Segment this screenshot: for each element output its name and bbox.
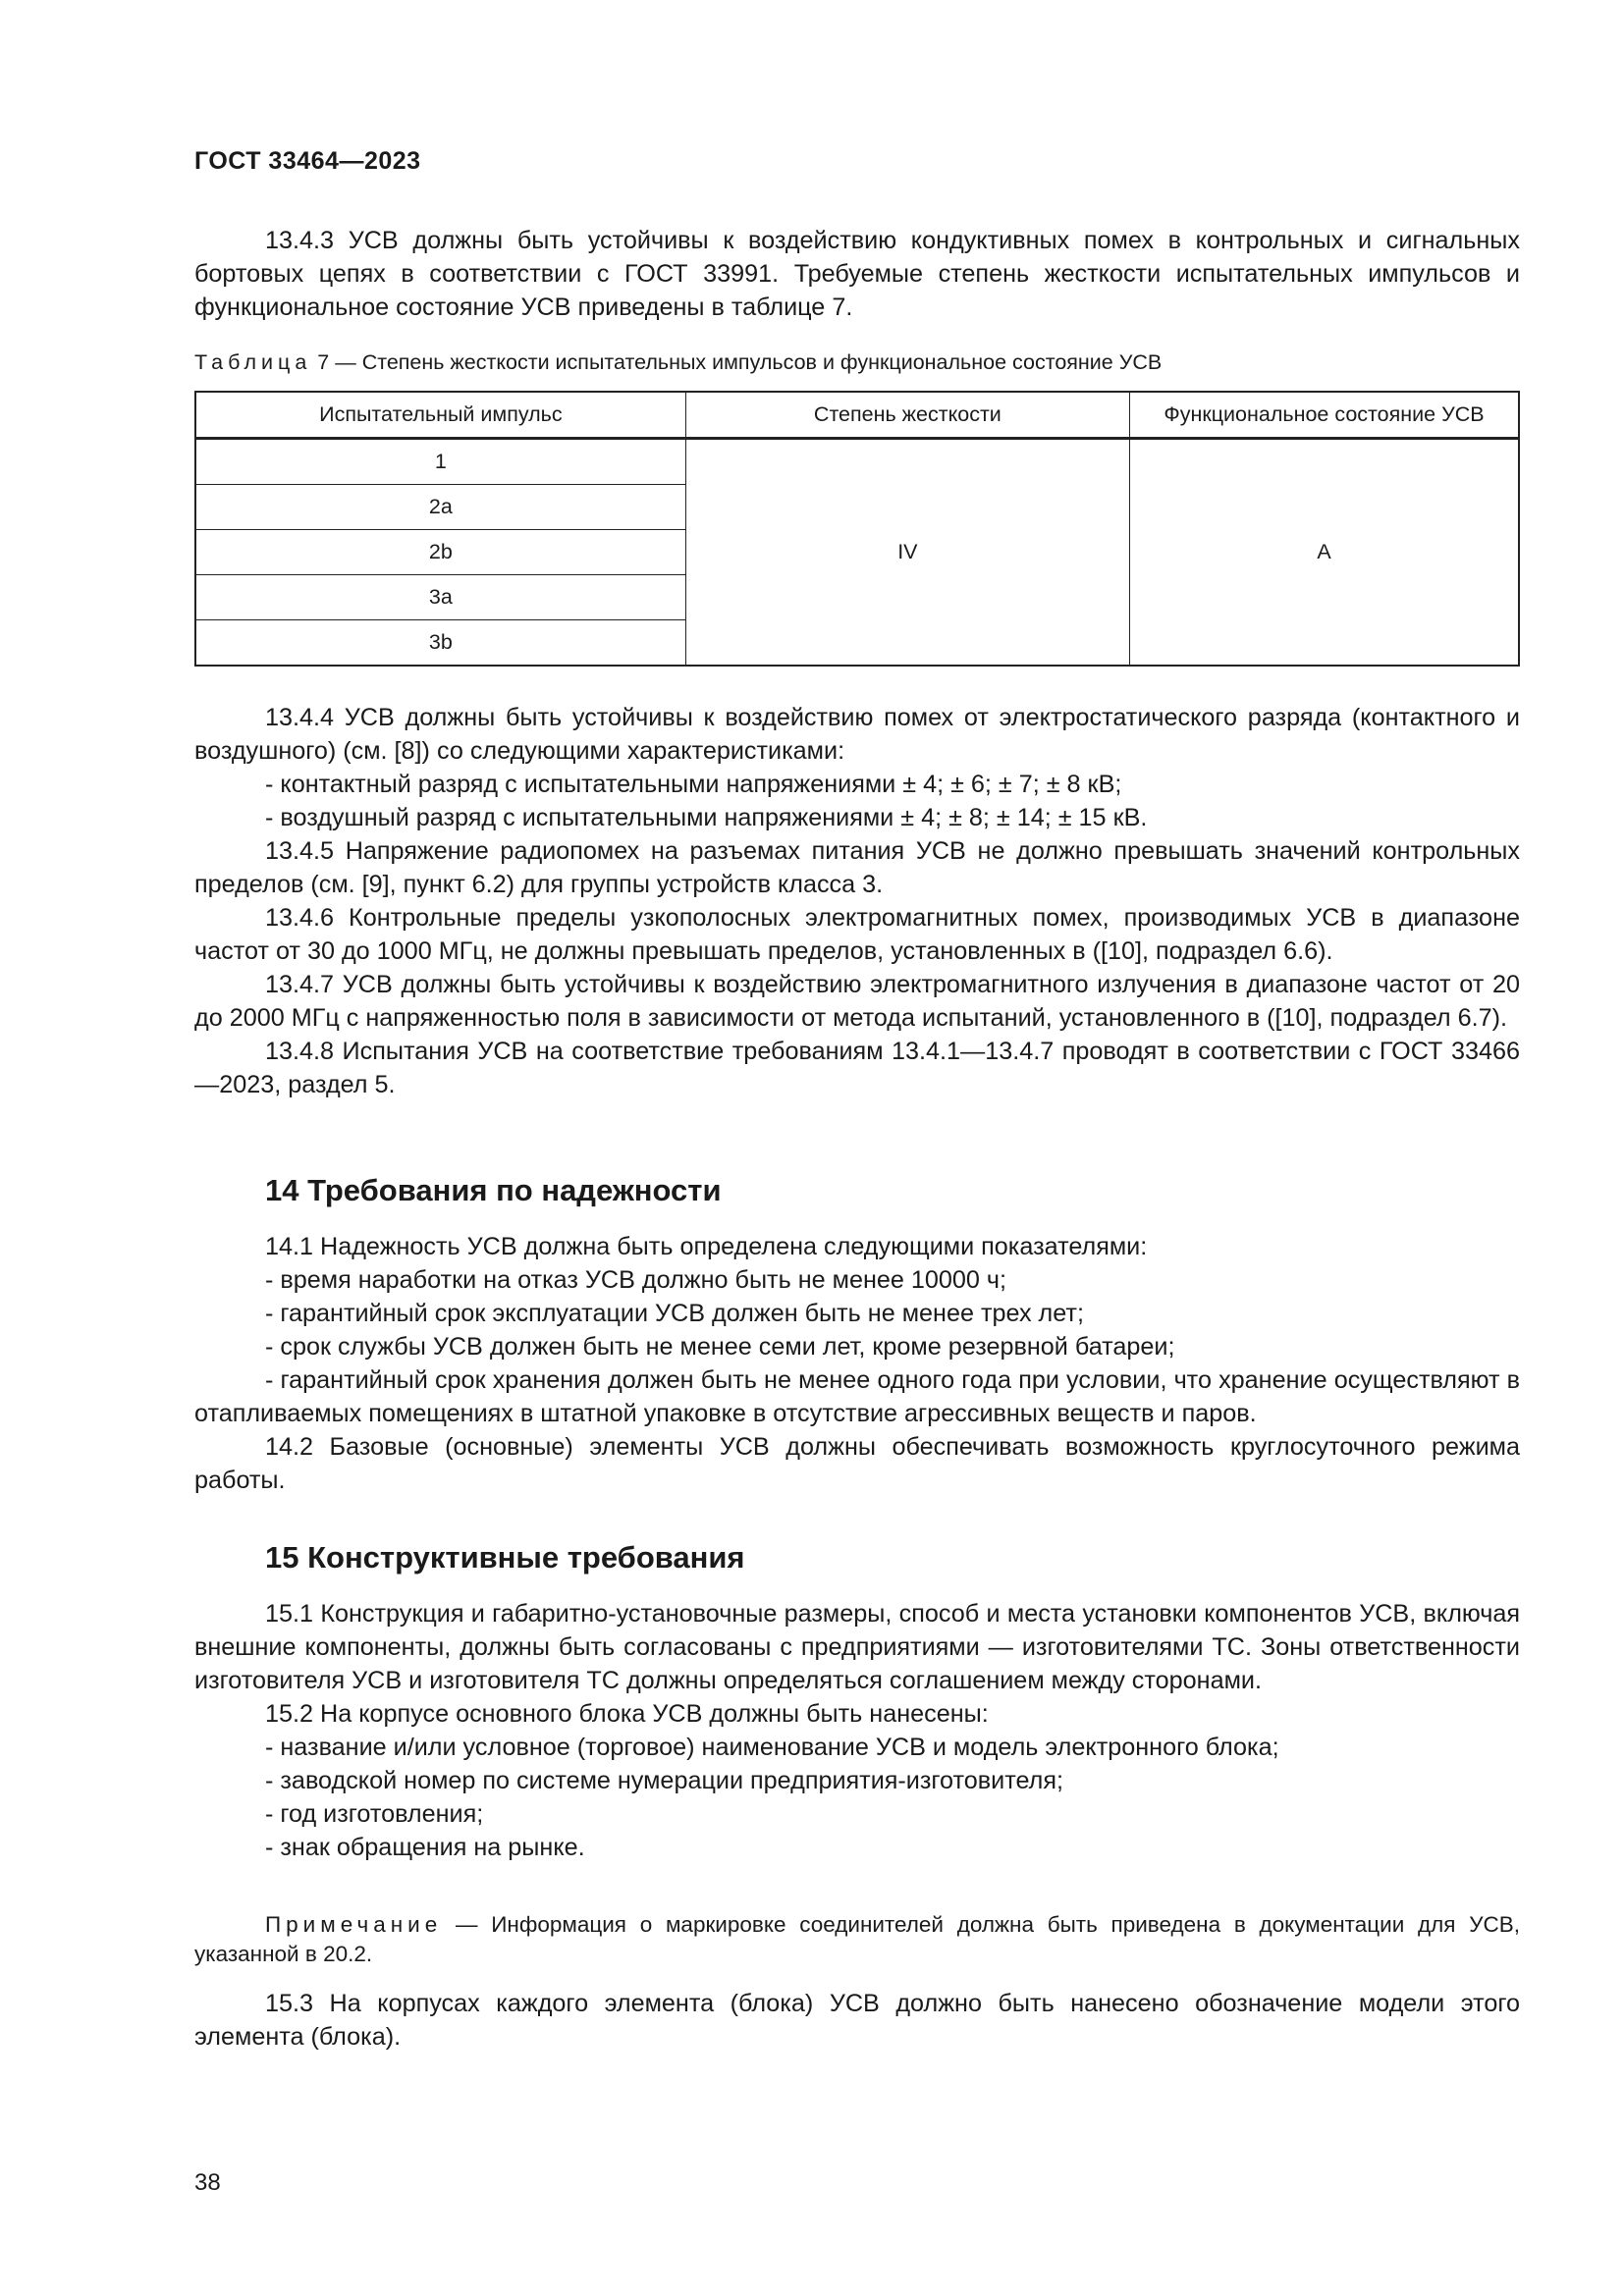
paragraph-13-4-3: 13.4.3 УСВ должны быть устойчивы к воздействию кондуктивных помех в контрольных и сигнальных бортовых цепях в соответствии с ГОСТ 33991. Требуемые степень жесткости испытательных импульсов и функциональное состояние УСВ приведены в таблице 7. bbox=[194, 227, 1520, 321]
list-item-wrapped: - гарантийный срок хранения должен быть не менее одного года при условии, что хранение осуществляют в отапливаемых помещениях в штатной упаковке в отсутствие агрессивных веществ и паров. bbox=[194, 1366, 1520, 1427]
paragraph-15-1: 15.1 Конструкция и габаритно-установочные размеры, способ и места установки компонентов УСВ, включая внешние компоненты, должны быть согласованы с предприятиями — изготовителями ТС. Зоны ответственности изготовителя УСВ и изготовителя ТС должны определяться соглашением между сторонами. bbox=[194, 1600, 1520, 1694]
table-caption-label: Таблица bbox=[194, 350, 312, 374]
list-item: - срок службы УСВ должен быть не менее семи лет, кроме резервной батареи; bbox=[265, 1333, 1175, 1361]
list-item: - знак обращения на рынке. bbox=[265, 1834, 585, 1861]
paragraph-14-2: 14.2 Базовые (основные) элементы УСВ должны обеспечивать возможность круглосуточного режима работы. bbox=[194, 1433, 1520, 1494]
pulse-cell: 2b bbox=[195, 530, 685, 575]
paragraph-13-4-6: 13.4.6 Контрольные пределы узкополосных электромагнитных помех, производимых УСВ в диапазоне частот от 30 до 1000 МГц, не должны превышать пределов, установленных в ([10], подраздел 6.6). bbox=[194, 904, 1520, 965]
section-heading-14: 14 Требования по надежности bbox=[265, 1173, 722, 1207]
section-15-body bbox=[194, 1597, 1520, 1864]
note-label: Примечание bbox=[265, 1912, 443, 1937]
list-item: - воздушный разряд с испытательными напряжениями ± 4; ± 8; ± 14; ± 15 кВ. bbox=[265, 804, 1148, 831]
page-number: 38 bbox=[194, 2169, 221, 2196]
section-13-4-4-to-8 bbox=[194, 701, 1520, 1101]
section-13-4-3 bbox=[194, 224, 1520, 324]
paragraph-13-4-5: 13.4.5 Напряжение радиопомех на разъемах питания УСВ не должно превышать значений контрольных пределов (см. [9], пункт 6.2) для группы устройств класса 3. bbox=[194, 837, 1520, 898]
paragraph-13-4-7: 13.4.7 УСВ должны быть устойчивы к воздействию электромагнитного излучения в диапазоне частот от 20 до 2000 МГц с напряженностью поля в зависимости от метода испытаний, установленного в ([10], подраздел 6.7). bbox=[194, 971, 1520, 1032]
list-item: - год изготовления; bbox=[265, 1800, 484, 1828]
section-heading-15: 15 Конструктивные требования bbox=[265, 1540, 745, 1575]
note-text: — Информация о маркировке соединителей должна быть приведена в документации для УСВ, указанной в 20.2. bbox=[194, 1912, 1520, 1966]
section-14 bbox=[194, 1171, 1520, 1210]
pulse-cell: 2a bbox=[195, 485, 685, 530]
note bbox=[194, 1910, 1520, 1969]
list-item: - гарантийный срок эксплуатации УСВ должен быть не менее трех лет; bbox=[265, 1300, 1084, 1327]
table-row bbox=[195, 439, 1519, 485]
section-15 bbox=[194, 1538, 1520, 1577]
note-paragraph bbox=[194, 1910, 1520, 1969]
pulse-cell: 1 bbox=[195, 439, 685, 485]
table-header-cell: Степень жесткости bbox=[685, 392, 1129, 439]
table-7 bbox=[194, 391, 1520, 667]
severity-cell: IV bbox=[685, 439, 1129, 667]
table-caption bbox=[194, 348, 1520, 376]
section-15-3 bbox=[194, 1987, 1520, 2054]
pulse-cell: 3b bbox=[195, 620, 685, 667]
document-header: ГОСТ 33464—2023 bbox=[194, 147, 421, 175]
paragraph-15-2: 15.2 На корпусе основного блока УСВ должны быть нанесены: bbox=[265, 1700, 989, 1728]
pulse-cell: 3a bbox=[195, 575, 685, 620]
paragraph-14-1: 14.1 Надежность УСВ должна быть определена следующими показателями: bbox=[265, 1233, 1148, 1260]
table-caption-text: 7 — Степень жесткости испытательных импульсов и функциональное состояние УСВ bbox=[311, 350, 1163, 374]
list-item: - контактный разряд с испытательными напряжениями ± 4; ± 6; ± 7; ± 8 кВ; bbox=[265, 771, 1122, 798]
list-item: - заводской номер по системе нумерации предприятия-изготовителя; bbox=[265, 1767, 1063, 1794]
table-header-cell: Испытательный импульс bbox=[195, 392, 685, 439]
list-item: - название и/или условное (торговое) наименование УСВ и модель электронного блока; bbox=[265, 1734, 1279, 1761]
table-header-row bbox=[195, 392, 1519, 439]
paragraph-15-3: 15.3 На корпусах каждого элемента (блока) УСВ должно быть нанесено обозначение модели этого элемента (блока). bbox=[194, 1990, 1520, 2051]
paragraph-13-4-8: 13.4.8 Испытания УСВ на соответствие требованиям 13.4.1—13.4.7 проводят в соответствии с ГОСТ 33466—2023, раздел 5. bbox=[194, 1038, 1520, 1098]
paragraph-13-4-4: 13.4.4 УСВ должны быть устойчивы к воздействию помех от электростатического разряда (контактного и воздушного) (см. [8]) со следующими характеристиками: bbox=[194, 704, 1520, 765]
list-item: - время наработки на отказ УСВ должно быть не менее 10000 ч; bbox=[265, 1266, 1007, 1294]
state-cell: A bbox=[1129, 439, 1519, 667]
section-14-body bbox=[194, 1230, 1520, 1497]
table-header-cell: Функциональное состояние УСВ bbox=[1129, 392, 1519, 439]
